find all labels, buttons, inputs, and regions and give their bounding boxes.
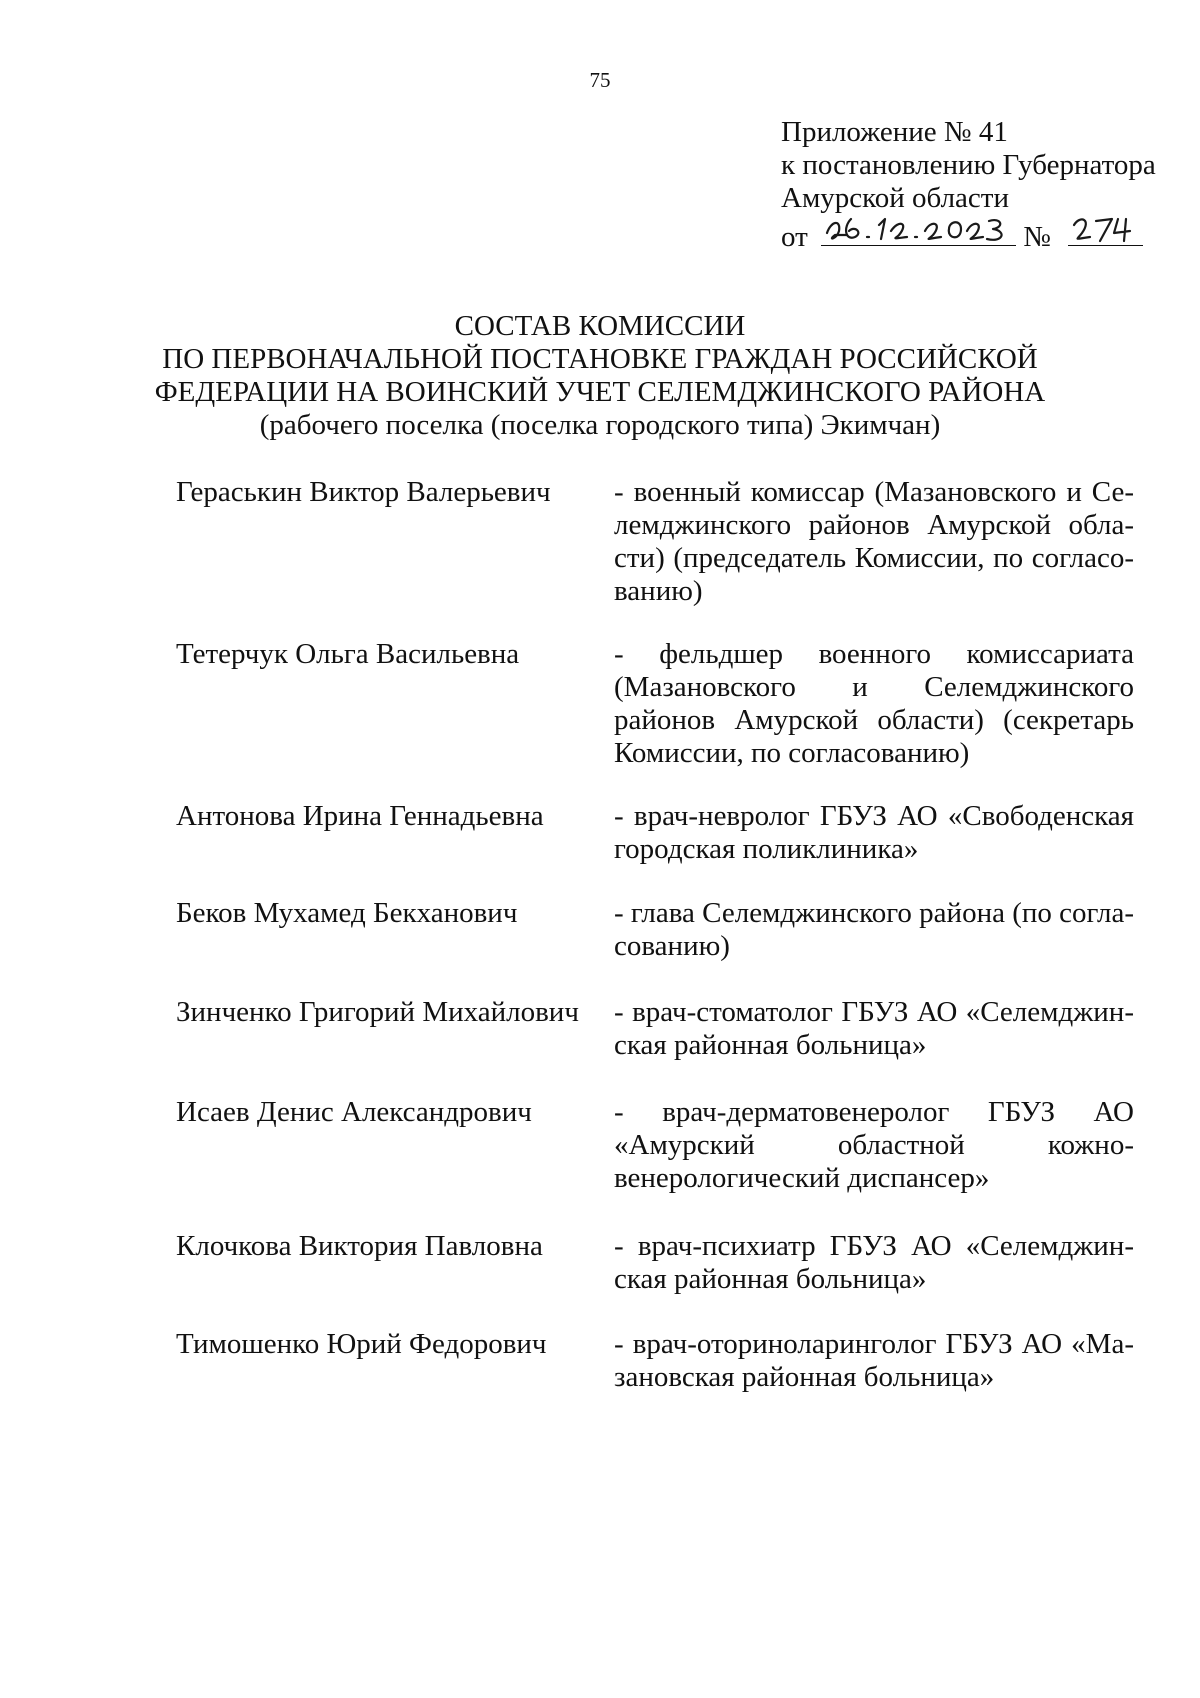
member-name: Гераськин Виктор Валерьевич [176,476,551,508]
handwritten-number [1068,215,1143,246]
number-sign: № [1023,221,1051,253]
title-line-1: СОСТАВ КОМИССИИ [454,310,746,342]
member-name: Исаев Денис Александрович [176,1096,532,1128]
member-name: Клочкова Виктория Павловна [176,1230,543,1262]
appendix-number: Приложение № 41 [781,116,1008,148]
member-name: Тимошенко Юрий Федорович [176,1328,547,1360]
appendix-region: Амурской области [781,182,1009,214]
appendix-reference: к постановлению Губернатора [781,149,1156,181]
member-name: Антонова Ирина Геннадьевна [176,800,544,832]
member-role: - врач-невролог ГБУЗ АО «Свободенская городская поликлиника» [614,800,1134,865]
handwritten-date-signature [821,211,1016,245]
handwritten-date [821,215,1016,246]
member-role: - военный комиссар (Мазановского и Селемджинского районов Амурской области) (председатель Комиссии, по согласованию) [614,476,1134,607]
handwritten-number-signature [1068,211,1143,245]
member-role: - глава Селемджинского района (по согласованию) [614,897,1134,962]
title-line-2: ПО ПЕРВОНАЧАЛЬНОЙ ПОСТАНОВКЕ ГРАЖДАН РОССИЙСКОЙ [162,343,1038,375]
member-role: - фельдшер военного комиссариата (Мазановского и Селемджинского районов Амурской области) (секретарь Комиссии, по согласованию) [614,638,1134,769]
document-title [0,310,1200,442]
appendix-block [781,116,1181,254]
title-line-4: (рабочего поселка (поселка городского типа) Экимчан) [259,409,941,441]
title-line-3: ФЕДЕРАЦИИ НА ВОИНСКИЙ УЧЕТ СЕЛЕМДЖИНСКОГО РАЙОНА [154,376,1046,408]
page-number: 75 [589,68,611,92]
member-name: Тетерчук Ольга Васильевна [176,638,520,670]
member-role: - врач-дерматовенеролог ГБУЗ АО «Амурский областной кожно-венерологический диспансер» [614,1096,1134,1194]
appendix-date-line [781,215,1181,254]
member-name: Беков Мухамед Бекханович [176,897,518,929]
member-role: - врач-стоматолог ГБУЗ АО «Селемджинская районная больница» [614,996,1134,1061]
member-role: - врач-оториноларинголог ГБУЗ АО «Мазановская районная больница» [614,1328,1134,1393]
date-prefix: от [781,221,808,253]
member-role: - врач-психиатр ГБУЗ АО «Селемджинская районная больница» [614,1230,1134,1295]
member-name: Зинченко Григорий Михайлович [176,996,579,1028]
